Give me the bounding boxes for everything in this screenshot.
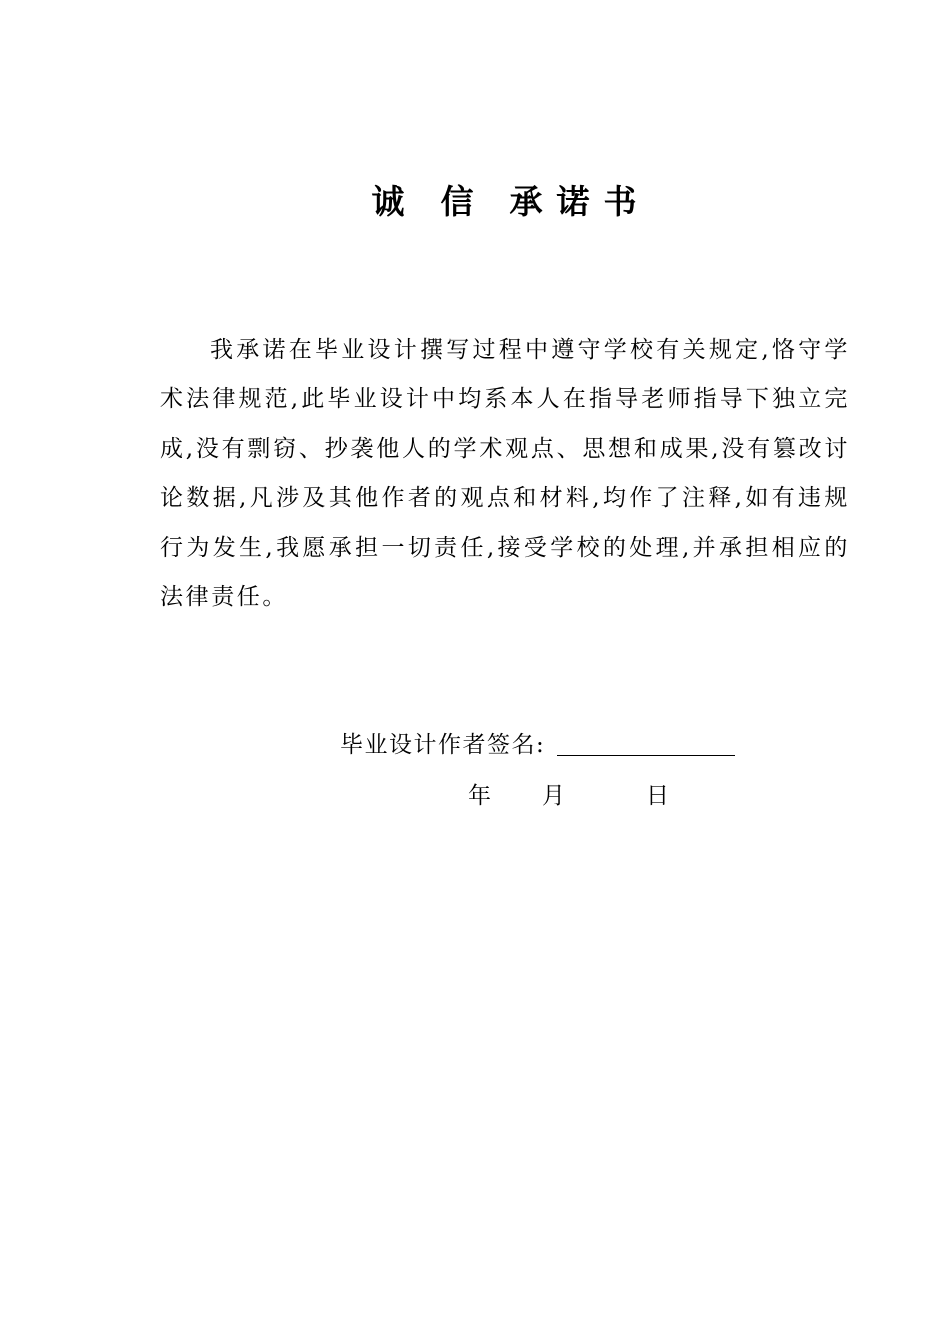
date-day-label: 日 bbox=[646, 783, 669, 809]
date-year-label: 年 bbox=[468, 783, 491, 809]
title-char: 信 bbox=[440, 182, 474, 221]
signature-row bbox=[340, 725, 735, 765]
page-title bbox=[0, 176, 950, 228]
signature-label: 毕业设计作者签名: bbox=[340, 732, 546, 758]
signature-line[interactable] bbox=[557, 729, 735, 756]
pledge-paragraph: 我承诺在毕业设计撰写过程中遵守学校有关规定,恪守学术法律规范,此毕业设计中均系本人在指导老师指导下独立完成,没有剽窃、抄袭他人的学术观点、思想和成果,没有篡改讨论数据,凡涉及其他作者的观点和材料,均作了注释,如有违规行为发生,我愿承担一切责任,接受学校的处理,并承担相应的法律责任。 bbox=[160, 337, 850, 611]
title-char: 诚 bbox=[371, 182, 405, 221]
date-month-label: 月 bbox=[542, 783, 565, 809]
title-char: 书 bbox=[603, 182, 637, 221]
title-char: 承 bbox=[509, 182, 543, 221]
title-char: 诺 bbox=[556, 182, 590, 221]
